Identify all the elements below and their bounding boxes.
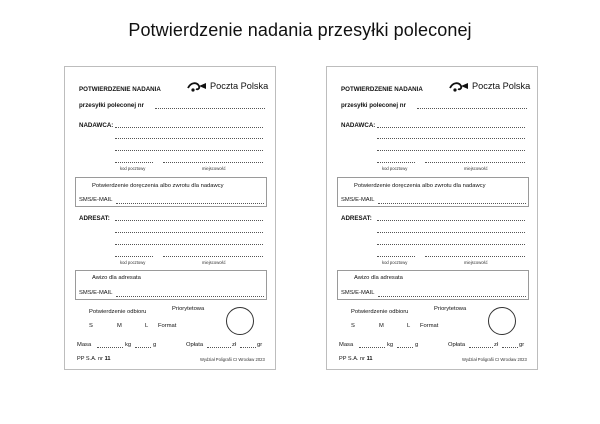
recipient-postcode-field[interactable] [115, 256, 153, 257]
size-m[interactable]: M [117, 323, 122, 329]
page-title: Potwierdzenie nadania przesyłki poleconej [128, 20, 472, 40]
form-code [339, 356, 373, 362]
fee-zl-unit: zł [494, 342, 499, 348]
poczta-polska-logo [186, 79, 268, 93]
recipient-notice-box [337, 270, 529, 300]
delivery-sms-field[interactable] [116, 203, 264, 204]
sender-city-caption: miejscowość [464, 166, 488, 171]
postal-receipt-form-right [326, 66, 538, 370]
mass-kg-field[interactable] [359, 347, 385, 348]
fee-gr-unit: gr [257, 342, 263, 348]
delivery-sms-label: SMS/E-MAIL [341, 197, 375, 203]
sender-line-3[interactable] [115, 150, 263, 151]
priority-label: Priorytetowa [434, 306, 467, 312]
mass-g-field[interactable] [135, 347, 151, 348]
fee-zl-field[interactable] [469, 347, 493, 348]
fee-gr-field[interactable] [240, 347, 256, 348]
recipient-postcode-caption: kod pocztowy [382, 260, 408, 265]
delivery-box-title: Potwierdzenie doręczenia albo zwrotu dla nadawcy [354, 183, 486, 189]
notice-sms-label: SMS/E-MAIL [341, 290, 375, 296]
notice-sms-field[interactable] [116, 296, 264, 297]
sender-line-2[interactable] [377, 138, 525, 139]
mass-kg-unit: kg [387, 342, 394, 348]
recipient-line-1[interactable] [115, 220, 263, 221]
mass-kg-field[interactable] [97, 347, 123, 348]
sender-city-field[interactable] [163, 162, 263, 163]
sender-postcode-field[interactable] [377, 162, 415, 163]
form-code-number: 11 [104, 356, 111, 362]
form-code-prefix: PP S.A. nr [339, 356, 366, 362]
recipient-postcode-caption: kod pocztowy [120, 260, 146, 265]
mass-g-field[interactable] [397, 347, 413, 348]
recipient-line-2[interactable] [377, 232, 525, 233]
receipt-confirmation-label: Potwierdzenie odbioru [89, 309, 147, 315]
form-subheading: przesyłki poleconej nr [79, 102, 144, 109]
posthorn-logo-icon [186, 79, 208, 93]
sender-label: NADAWCA: [79, 122, 114, 129]
postal-receipt-form-left [64, 66, 276, 370]
notice-box-title: Awizo dla adresata [354, 275, 403, 281]
delivery-confirmation-box [75, 177, 267, 207]
recipient-city-caption: miejscowość [202, 260, 226, 265]
size-s[interactable]: S [89, 323, 93, 329]
sender-city-field[interactable] [425, 162, 525, 163]
notice-sms-field[interactable] [378, 296, 526, 297]
sender-label: NADAWCA: [341, 122, 376, 129]
form-subheading: przesyłki poleconej nr [341, 102, 406, 109]
sender-line-1[interactable] [377, 127, 525, 128]
recipient-city-field[interactable] [425, 256, 525, 257]
printer-credit: Wydział Poligrafii CI Wrocław 2023 [200, 357, 265, 362]
stamp-circle [226, 307, 254, 335]
notice-sms-label: SMS/E-MAIL [79, 290, 113, 296]
recipient-line-2[interactable] [115, 232, 263, 233]
mass-kg-unit: kg [125, 342, 132, 348]
size-s[interactable]: S [351, 323, 355, 329]
size-l[interactable]: L [145, 323, 149, 329]
logo-text: Poczta Polska [472, 81, 531, 91]
mass-label: Masa [339, 342, 354, 348]
fee-zl-unit: zł [232, 342, 237, 348]
delivery-sms-label: SMS/E-MAIL [79, 197, 113, 203]
recipient-line-1[interactable] [377, 220, 525, 221]
recipient-line-3[interactable] [115, 244, 263, 245]
fee-label: Opłata [448, 342, 466, 348]
recipient-city-field[interactable] [163, 256, 263, 257]
mass-g-unit: g [153, 342, 157, 348]
delivery-confirmation-box [337, 177, 529, 207]
size-m[interactable]: M [379, 323, 384, 329]
recipient-label: ADRESAT: [341, 215, 372, 222]
form-code-number: 11 [366, 356, 373, 362]
receipt-confirmation-label: Potwierdzenie odbioru [351, 309, 409, 315]
format-label: Format [420, 323, 439, 329]
fee-gr-unit: gr [519, 342, 525, 348]
sender-line-2[interactable] [115, 138, 263, 139]
stamp-circle [488, 307, 516, 335]
form-code-prefix: PP S.A. nr [77, 356, 104, 362]
posthorn-logo-icon [448, 79, 470, 93]
format-label: Format [158, 323, 177, 329]
form-code [77, 356, 111, 362]
logo-text: Poczta Polska [210, 81, 269, 91]
size-l[interactable]: L [407, 323, 411, 329]
sender-postcode-caption: kod pocztowy [382, 166, 408, 171]
mass-label: Masa [77, 342, 92, 348]
sender-postcode-caption: kod pocztowy [120, 166, 146, 171]
sender-line-3[interactable] [377, 150, 525, 151]
printer-credit: Wydział Poligrafii CI Wrocław 2023 [462, 357, 527, 362]
fee-zl-field[interactable] [207, 347, 231, 348]
parcel-number-field[interactable] [417, 108, 527, 109]
recipient-notice-box [75, 270, 267, 300]
parcel-number-field[interactable] [155, 108, 265, 109]
sender-line-1[interactable] [115, 127, 263, 128]
sender-city-caption: miejscowość [202, 166, 226, 171]
recipient-postcode-field[interactable] [377, 256, 415, 257]
fee-label: Opłata [186, 342, 204, 348]
recipient-line-3[interactable] [377, 244, 525, 245]
notice-box-title: Awizo dla adresata [92, 275, 141, 281]
priority-label: Priorytetowa [172, 306, 205, 312]
recipient-city-caption: miejscowość [464, 260, 488, 265]
recipient-label: ADRESAT: [79, 215, 110, 222]
fee-gr-field[interactable] [502, 347, 518, 348]
sender-postcode-field[interactable] [115, 162, 153, 163]
delivery-sms-field[interactable] [378, 203, 526, 204]
delivery-box-title: Potwierdzenie doręczenia albo zwrotu dla nadawcy [92, 183, 224, 189]
form-heading: POTWIERDZENIE NADANIA [341, 86, 423, 93]
mass-g-unit: g [415, 342, 419, 348]
poczta-polska-logo [448, 79, 530, 93]
form-heading: POTWIERDZENIE NADANIA [79, 86, 161, 93]
